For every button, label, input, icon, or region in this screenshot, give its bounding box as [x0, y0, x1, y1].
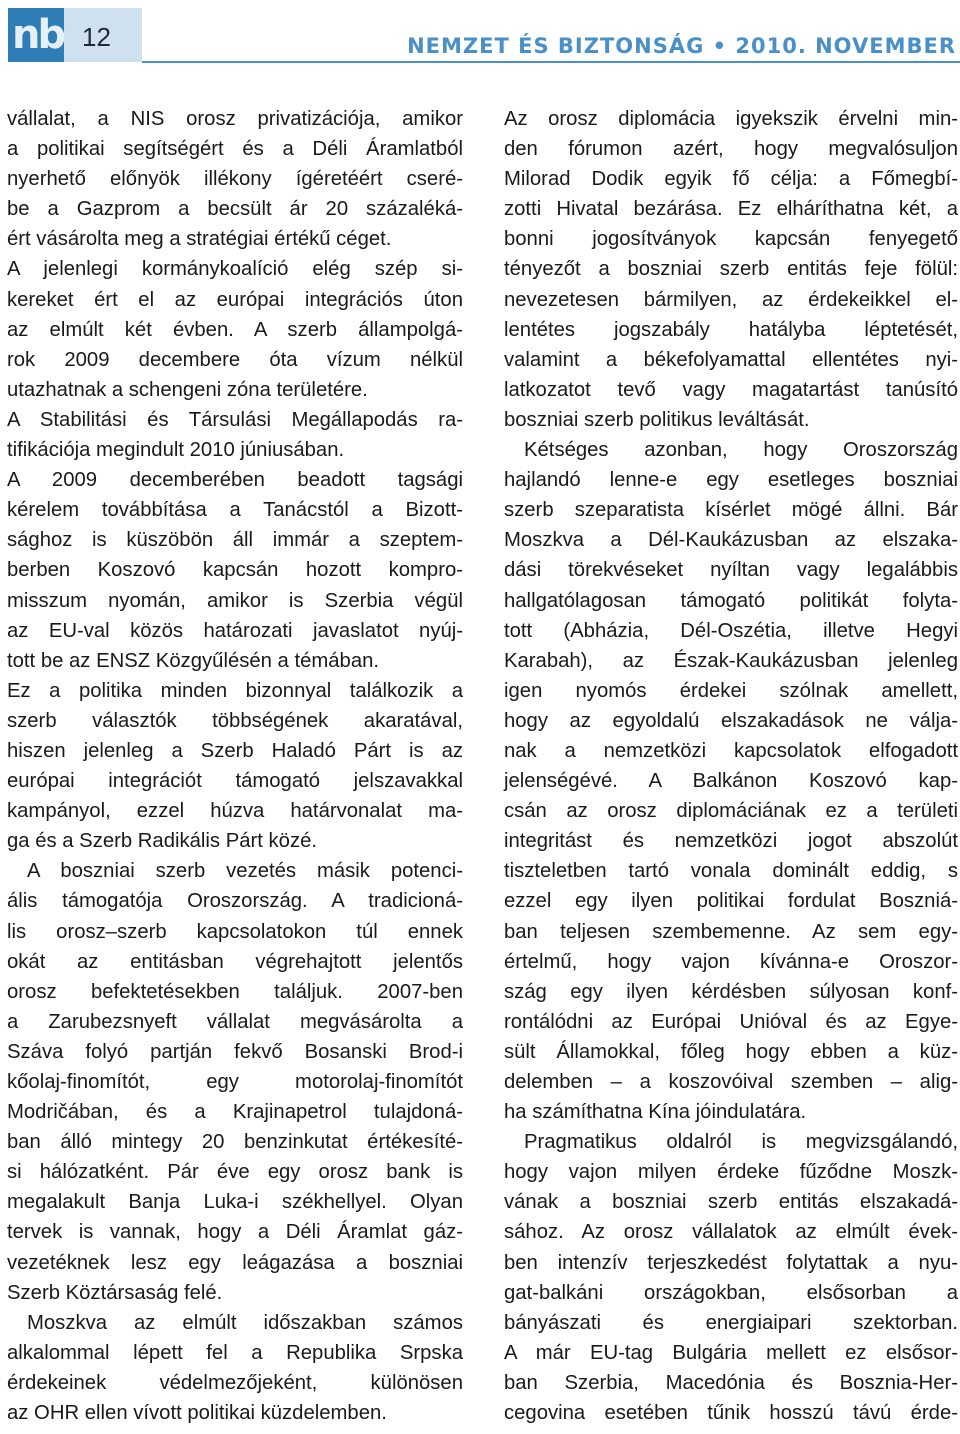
text-line: Szerb Köztársaság felé. — [7, 1281, 223, 1304]
text-line: Ez a politika minden bizonnyal találkozik a — [7, 679, 463, 702]
text-line: rok 2009 decembere óta vízum nélkül — [7, 348, 463, 371]
text-line: tervek is vannak, hogy a Déli Áramlat gáz- — [7, 1221, 463, 1244]
text-line: Karabah), az Észak-Kaukázusban jelenleg — [504, 649, 958, 672]
text-line: Kétséges azonban, hogy Oroszország — [524, 439, 958, 462]
text-line: orosz befektetésekben találjuk. 2007-ben — [7, 980, 463, 1003]
text-line: vának a boszniai szerb entitás elszakadá- — [504, 1191, 958, 1214]
text-line: szág egy ilyen kérdésben súlyosan konf- — [504, 980, 958, 1003]
text-line: Pragmatikus oldalról is megvizsgálandó, — [524, 1131, 958, 1154]
text-line: az EU-val közös határozati javaslatot nyúj- — [7, 619, 463, 642]
text-line: utazhatnak a schengeni zóna területére. — [7, 378, 368, 401]
text-line: tott (Abházia, Dél-Oszétia, illetve Hegyi — [504, 619, 958, 642]
text-line: A Stabilitási és Társulási Megállapodás ra- — [7, 408, 463, 431]
text-line: den fórumon azért, hogy megvalósuljon — [504, 138, 958, 161]
text-line: megalakult Banja Luka-i székhellyel. Olyan — [7, 1191, 463, 1214]
text-line: misszum nyomán, amikor is Szerbia végül — [7, 589, 463, 612]
text-line: Milorad Dodik egyik fő célja: a Főmegbí- — [504, 168, 958, 191]
text-line: Az orosz diplomácia igyekszik érvelni min- — [504, 108, 958, 130]
text-line: latkozatot tevő vagy magatartást tanúsító — [504, 378, 958, 401]
text-line: szerb választók többségének akaratával, — [7, 709, 463, 732]
text-line: Moszkva a Dél-Kaukázusban az elszaka- — [504, 529, 958, 552]
text-line: sához. Az orosz vállalatok az elmúlt évek- — [504, 1221, 958, 1244]
text-line: A boszniai szerb vezetés másik potenci- — [27, 860, 463, 883]
text-line: valamint a békefolyamattal ellentétes nyi- — [504, 348, 958, 371]
text-line: ért vásárolta meg a stratégiai értékű céget. — [7, 228, 392, 251]
page-number: 12 — [82, 22, 111, 52]
text-line: alkalommal lépett fel a Republika Srpska — [7, 1341, 463, 1364]
text-line: ban Szerbia, Macedónia és Bosznia-Her- — [504, 1371, 958, 1394]
text-line: Száva folyó partján fekvő Bosanski Brod-i — [7, 1040, 463, 1063]
text-line: jelenségévé. A Balkánon Koszovó kap- — [504, 770, 958, 793]
text-line: ban álló mintegy 20 benzinkutat értékesíté- — [7, 1131, 463, 1154]
text-line: ben intenzív terjeszkedést folytattak a nyu- — [504, 1251, 958, 1274]
text-line: igen nyomós érdekei szólnak amellett, — [504, 679, 958, 702]
text-line: hiszen jelenleg a Szerb Haladó Párt is az — [7, 739, 463, 762]
text-line: ha számíthatna Kína jóindulatára. — [504, 1101, 807, 1124]
text-line: vállalat, a NIS orosz privatizációja, amikor — [7, 108, 463, 130]
text-line: gat-balkáni országokban, elsősorban a — [504, 1281, 958, 1304]
text-line: az elmúlt két évben. A szerb állampolgá- — [7, 318, 463, 341]
text-line: ban teljesen szembemenne. Az sem egy- — [504, 920, 958, 943]
text-line: hogy az egyoldalú elszakadások ne válja- — [504, 709, 958, 732]
page-header — [0, 0, 960, 70]
text-line: a politikai segítségért és a Déli Áramlatból — [7, 138, 463, 161]
text-line: a Zarubezsnyeft vállalat megvásárolta a — [7, 1010, 463, 1033]
text-line: nyerhető előnyök illékony ígéretéért cseré- — [7, 168, 463, 191]
text-line: okát az entitásban végrehajtott jelentős — [7, 950, 463, 973]
text-line: boszniai szerb politikus leváltását. — [504, 408, 810, 431]
text-line: si hálózatként. Pár éve egy orosz bank is — [7, 1161, 463, 1184]
text-line: sághoz is küszöbön áll immár a szeptem- — [7, 529, 463, 552]
text-line: integritást és nemzetközi jogot abszolút — [504, 830, 958, 853]
text-line: hajlandó lenne-e egy esetleges boszniai — [504, 469, 958, 492]
text-line: zotti Hivatal bezárása. Ez elháríthatna két, a — [504, 198, 958, 221]
right-text-column — [504, 104, 958, 1428]
text-line: cegovina esetében tűnik hosszú távú érde- — [504, 1402, 958, 1425]
text-line: nevezetesen bármilyen, az érdekeikkel el- — [504, 288, 958, 311]
text-line: lis orosz–szerb kapcsolatokon túl ennek — [7, 920, 463, 943]
text-line: vezetéknek lesz egy leágazása a boszniai — [7, 1251, 463, 1274]
text-line: hogy vajon milyen érdeke fűződne Moszk- — [504, 1161, 958, 1184]
text-line: tifikációja megindult 2010 júniusában. — [7, 439, 345, 462]
left-text-column — [7, 104, 463, 1428]
text-line: érdekeinek védelmezőjeként, különösen — [7, 1371, 463, 1394]
text-line: Modričában, és a Krajinapetrol tulajdoná- — [7, 1101, 463, 1124]
text-line: A jelenlegi kormánykoalíció elég szép si- — [7, 258, 463, 281]
text-line: ga és a Szerb Radikális Párt közé. — [7, 830, 318, 853]
text-line: delemben – a koszovóival szemben – alig- — [504, 1071, 958, 1093]
text-line: ális támogatója Oroszország. A tradicioná- — [7, 890, 463, 913]
text-line: hallgatólagosan támogató politikát folyta- — [504, 589, 958, 612]
text-line: bányászati és energiaipari szektorban. — [504, 1311, 958, 1334]
text-line: lentétes jogszabály hatályba léptetését, — [504, 318, 958, 341]
text-line: dási törekvéseket nyíltan vagy legalábbis — [504, 559, 958, 582]
text-line: sült Államokkal, főleg hogy ebben a küz- — [504, 1040, 958, 1063]
text-line: tott be az ENSZ Közgyűlésén a témában. — [7, 649, 380, 672]
running-title: NEMZET ÉS BIZTONSÁG • 2010. NOVEMBER — [407, 34, 956, 58]
text-line: kérelem továbbítása a Tanácstól a Bizott- — [7, 499, 463, 522]
text-line: A 2009 decemberében beadott tagsági — [7, 469, 463, 492]
text-line: értelmű, hogy vajon kívánna-e Oroszor- — [504, 950, 958, 973]
text-line: európai integrációt támogató jelszavakkal — [7, 770, 463, 793]
text-line: be a Gazprom a becsült ár 20 százaléká- — [7, 198, 463, 221]
text-line: tiszteletben tartó vonala dominált eddig, s — [504, 860, 958, 883]
text-line: rontálódni az Európai Unióval és az Egye- — [504, 1010, 958, 1033]
magazine-logo — [8, 8, 64, 62]
header-rule — [142, 61, 960, 63]
text-line: csán az orosz diplomáciának ez a területi — [504, 800, 958, 823]
logo-letters: nb — [12, 12, 64, 58]
text-line: tényezőt a boszniai szerb entitás feje fölül: — [504, 258, 958, 281]
text-line: kőolaj-finomítót, egy motorolaj-finomítót — [7, 1071, 463, 1093]
text-line: kereket ért el az európai integrációs úton — [7, 288, 463, 311]
text-line: berben Koszovó kapcsán hozott kompro- — [7, 559, 463, 582]
text-line: ezzel egy ilyen politikai fordulat Boszniá- — [504, 890, 958, 913]
text-line: szerb szeparatista kísérlet mögé állni. Bár — [504, 499, 958, 522]
text-line: kampányol, ezzel húzva határvonalat ma- — [7, 800, 463, 823]
text-line: A már EU-tag Bulgária mellett ez elsősor- — [504, 1341, 958, 1364]
text-line: Moszkva az elmúlt időszakban számos — [27, 1311, 463, 1334]
text-line: nak a nemzetközi kapcsolatok elfogadott — [504, 739, 958, 762]
text-line: bonni jogosítványok kapcsán fenyegető — [504, 228, 958, 251]
text-line: az OHR ellen vívott politikai küzdelemben. — [7, 1402, 387, 1425]
